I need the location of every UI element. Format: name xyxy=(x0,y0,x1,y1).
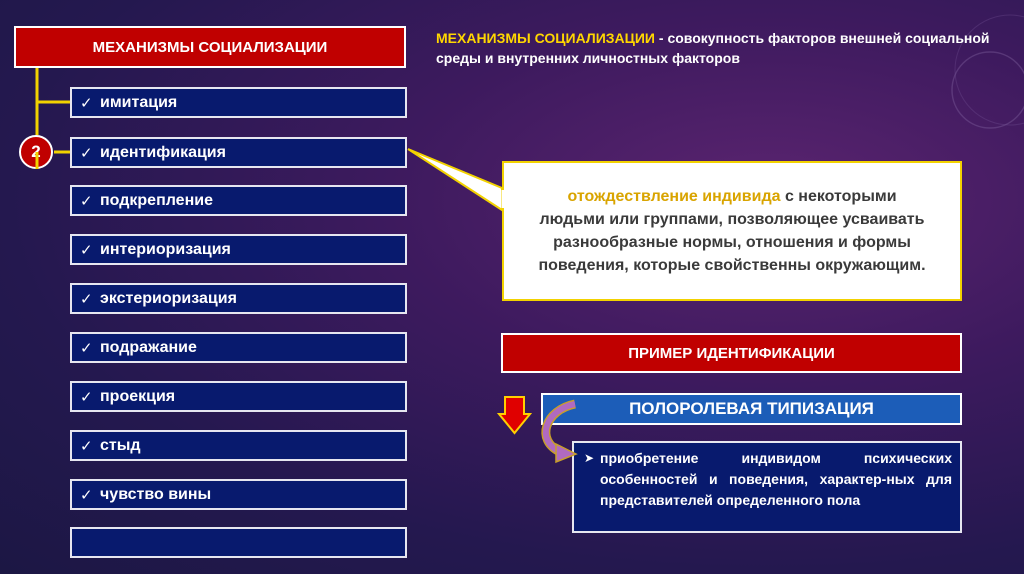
check-icon: ✓ xyxy=(80,388,93,406)
definition-term: МЕХАНИЗМЫ СОЦИАЛИЗАЦИИ xyxy=(436,30,655,46)
description-text: приобретение индивидом психических особенностей и поведения, характер-ных для представителей определенного пола xyxy=(600,450,952,508)
list-item-label: подкрепление xyxy=(100,191,213,209)
check-icon: ✓ xyxy=(80,437,93,455)
check-icon: ✓ xyxy=(80,192,93,210)
mechanisms-title: МЕХАНИЗМЫ СОЦИАЛИЗАЦИИ xyxy=(14,26,406,68)
list-item-label: стыд xyxy=(100,436,141,454)
identification-callout xyxy=(502,161,962,301)
list-item-label: проекция xyxy=(100,387,176,405)
list-item[interactable] xyxy=(70,479,407,510)
list-item[interactable] xyxy=(70,234,407,265)
bullet-icon: ➤ xyxy=(584,451,595,465)
list-item-empty[interactable] xyxy=(70,527,407,558)
list-item[interactable] xyxy=(70,283,407,314)
example-title: ПРИМЕР ИДЕНТИФИКАЦИИ xyxy=(501,333,962,373)
description-box xyxy=(572,441,962,533)
list-item-label: подражание xyxy=(100,338,197,356)
list-item-label: чувство вины xyxy=(100,485,212,503)
check-icon: ✓ xyxy=(80,486,93,504)
gender-typing-box: ПОЛОРОЛЕВАЯ ТИПИЗАЦИЯ xyxy=(541,393,962,425)
list-item-label: экстериоризация xyxy=(100,289,237,307)
check-icon: ✓ xyxy=(80,144,93,162)
check-icon: ✓ xyxy=(80,339,93,357)
list-item[interactable] xyxy=(70,137,407,168)
list-item-label: интериоризация xyxy=(100,240,231,258)
definition-text xyxy=(436,28,1016,68)
check-icon: ✓ xyxy=(80,290,93,308)
check-icon: ✓ xyxy=(80,241,93,259)
list-item-label: имитация xyxy=(100,93,178,111)
check-icon: ✓ xyxy=(80,94,93,112)
list-item[interactable] xyxy=(70,87,407,118)
definition-body: - совокупность факторов внешней социальной среды и внутренних личностных факторов xyxy=(436,30,990,66)
list-item-label: идентификация xyxy=(100,143,226,161)
list-item[interactable] xyxy=(70,332,407,363)
list-item[interactable] xyxy=(70,430,407,461)
callout-text: с некоторыми людьми или группами, позволяющее усваивать разнообразные нормы, отношения и формы поведения, которые свойственны окружающим. xyxy=(538,188,926,274)
list-item[interactable] xyxy=(70,185,407,216)
number-badge: 2 xyxy=(19,135,53,169)
callout-highlight: отождествление индивида xyxy=(567,188,781,205)
list-item[interactable] xyxy=(70,381,407,412)
